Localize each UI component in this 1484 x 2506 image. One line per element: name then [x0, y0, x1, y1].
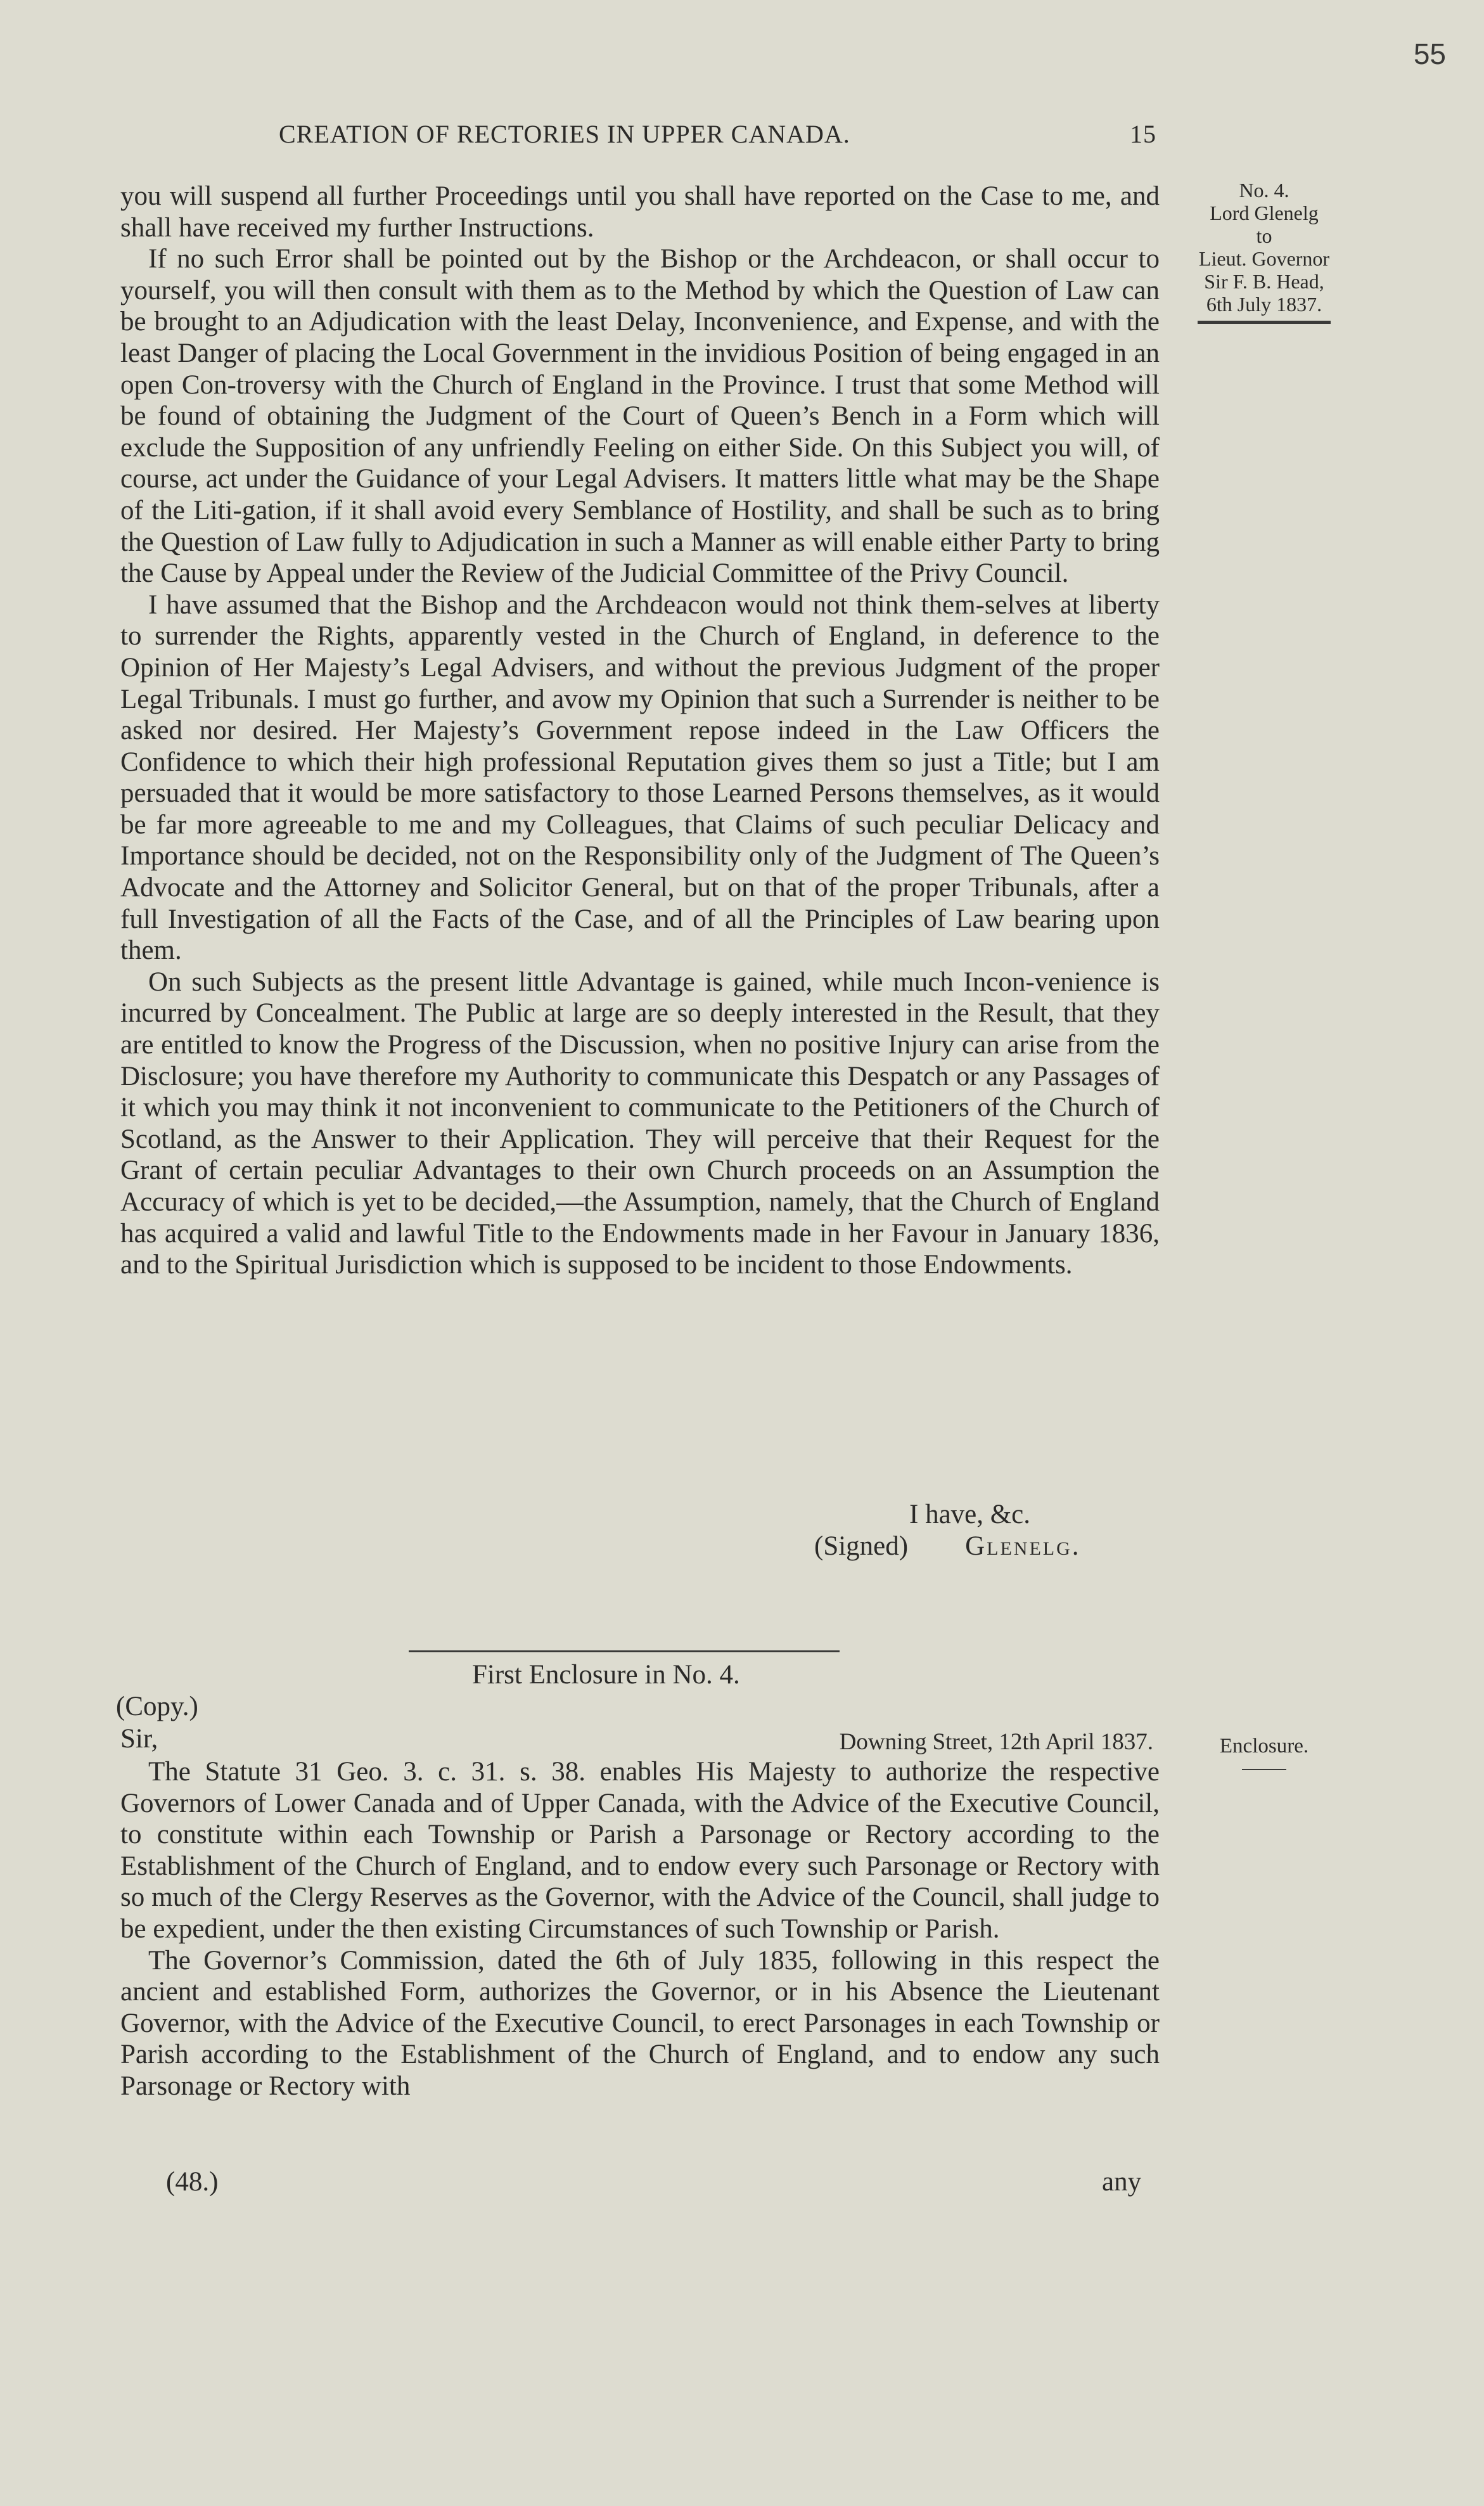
running-head — [279, 119, 1172, 149]
signed-label: (Signed) — [814, 1531, 909, 1561]
margin-note-line: Lieut. Governor — [1198, 247, 1330, 270]
margin-note-rule — [1198, 321, 1331, 324]
enclosure-paragraph: The Statute 31 Geo. 3. c. 31. s. 38. enables His Majesty to authorize the respective Governors of Lower Canada and of Upper Canada, with the Advice of the Executive Council, to constitute within each Township or Parish a Parsonage or Rectory according to the Establishment of the Church of England, and to endow every such Parsonage or Rectory with so much of the Clergy Reserves as the Governor, with the Advice of the Council, shall judge to be expedient, under the then existing Circumstances of such Township or Parish. — [120, 1757, 1160, 1944]
margin-note-despatch — [1179, 179, 1350, 324]
margin-note-enclosure — [1179, 1735, 1350, 1770]
catchword: any — [1102, 2167, 1142, 2197]
enclosure-heading: First Enclosure in No. 4. — [472, 1660, 740, 1690]
letter-paragraph: On such Subjects as the present little Advantage is gained, while much Incon-venience is incurred by Concealment. The Public at large are so deeply interested in the Result, that they are entitled to know the Progress of the Discussion, when no positive Injury can arise from the Disclosure; you have therefore my Authority to communicate this Despatch or any Passages of it which you may think it not inconvenient to communicate to the Petitioners of the Church of Scotland, as the Answer to their Application. They will perceive that their Request for the Grant of certain peculiar Advantages to their own Church proceeds on an Assumption the Accuracy of which is yet to be decided,—the Assumption, namely, that the Church of England has acquired a valid and lawful Title to the Endowments made in her Favour in January 1836, and to the Spiritual Jurisdiction which is supposed to be incident to those Endowments. — [120, 967, 1160, 1280]
margin-note-line: 6th July 1837. — [1206, 293, 1322, 316]
margin-note-rule — [1242, 1769, 1286, 1770]
signer-name: Glenelg. — [965, 1531, 1081, 1561]
salutation: Sir, — [120, 1724, 158, 1754]
letter-paragraph: you will suspend all further Proceedings until you shall have reported on the Case to me, and shall have received my further Instructions. — [120, 181, 1160, 243]
salutation-line — [120, 1723, 1153, 1754]
enclosure-paragraph: The Governor’s Commission, dated the 6th of July 1835, following in this respect the ancient and established Form, authorizes the Governor, or in his Absence the Lieutenant Governor, with the Advice of the Executive Council, to erect Parsonages in each Township or Parish according to the Establishment of the Church of England, and to endow any such Parsonage or Rectory with — [120, 1945, 1160, 2101]
margin-note-label: Enclosure. — [1219, 1735, 1309, 1757]
running-head-title: CREATION OF RECTORIES IN UPPER CANADA. — [279, 120, 850, 148]
letter-paragraph: I have assumed that the Bishop and the Archdeacon would not think them-selves at liberty to surrender the Rights, apparently vested in the Church of England, in deference to the Opinion of Her Majesty’s Legal Advisers, and without the previous Judgment of the proper Legal Tribunals. I must go further, and avow my Opinion that such a Surrender is neither to be asked nor desired. Her Majesty’s Government repose indeed in the Law Officers the Confidence to which their high professional Reputation gives them so just a Title; but I am persuaded that it would be more satisfactory to those Learned Persons themselves, as it would be far more agreeable to me and my Colleagues, that Claims of such peculiar Delicacy and Importance should be decided, not on the Responsibility only of the Judgment of The Queen’s Advocate and the Attorney and Solicitor General, but on that of the proper Tribunals, after a full Investigation of all the Facts of the Case, and of all the Principles of Law bearing upon them. — [120, 589, 1160, 966]
margin-note-line: No. 4. — [1239, 179, 1289, 202]
copy-label: (Copy.) — [116, 1692, 198, 1721]
margin-note-line: Sir F. B. Head, — [1204, 270, 1324, 293]
section-divider — [409, 1650, 840, 1652]
margin-note-line: Lord Glenelg — [1210, 202, 1319, 224]
letter-signature — [814, 1531, 1081, 1562]
page-folio: 55 — [1413, 37, 1446, 70]
page-number: 15 — [1130, 120, 1156, 148]
place-date: Downing Street, 12th April 1837. — [839, 1729, 1153, 1755]
letter-paragraph: If no such Error shall be pointed out by the Bishop or the Archdeacon, or shall occur to yourself, you will then consult with them as to the Method by which the Question of Law can be brought to an Adjudication with the least Delay, Inconvenience, and Expense, and with the least Danger of placing the Local Government in the invidious Position of being engaged in an open Con-troversy with the Church of England in the Province. I trust that some Method will be found of obtaining the Judgment of the Court of Queen’s Bench in a Form which will exclude the Supposition of any unfriendly Feeling on either Side. On this Subject you will, of course, act under the Guidance of your Legal Advisers. It matters little what may be the Shape of the Liti-gation, if it shall avoid every Semblance of Hostility, and shall be such as to bring the Question of Law fully to Adjudication in such a Manner as will enable either Party to bring the Cause by Appeal under the Review of the Judicial Committee of the Privy Council. — [120, 244, 1160, 589]
signature-mark: (48.) — [166, 2167, 219, 2197]
margin-note-line: to — [1256, 224, 1272, 247]
letter-closing: I have, &c. — [909, 1500, 1031, 1529]
enclosure-body — [120, 1756, 1160, 2102]
letter-body — [120, 181, 1160, 1281]
